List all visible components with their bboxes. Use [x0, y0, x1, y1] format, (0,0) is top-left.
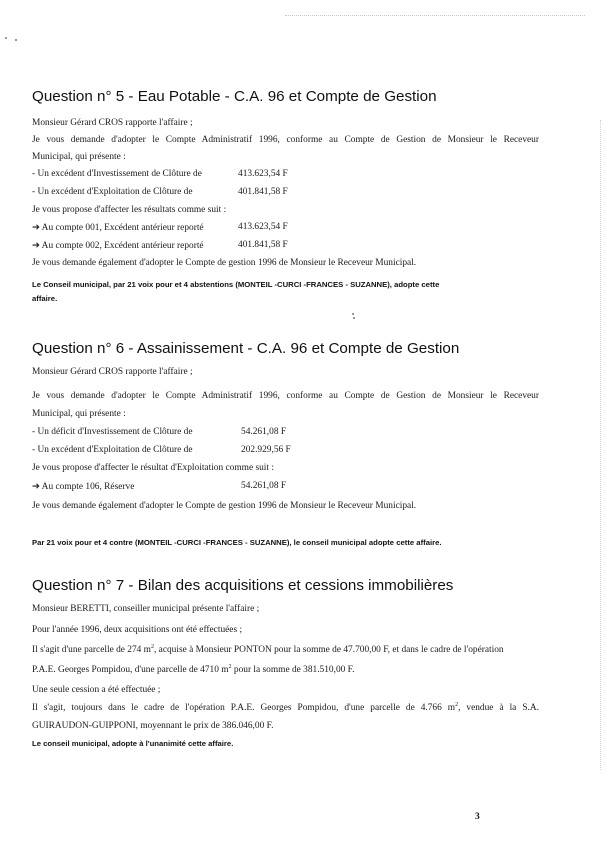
question-5-title: Question n° 5 - Eau Potable - C.A. 96 et Compte de Gestion: [32, 88, 437, 105]
scan-speck: [353, 317, 355, 319]
q6-row-label: - Un excédent d'Exploitation de Clôture de: [32, 445, 193, 455]
q6-gestion-line: Je vous demande également d'adopter le Compte de gestion 1996 de Monsieur le Receveur Municipal.: [32, 501, 417, 511]
scan-speck: [15, 39, 17, 41]
q5-decision-line1: Le Conseil municipal, par 21 voix pour et 4 abstentions (MONTEIL -CURCI -FRANCES - SUZANNE), adopte cette: [32, 280, 440, 289]
q6-request-line2: Municipal, qui présente :: [32, 409, 126, 419]
squared-superscript: 2: [150, 643, 154, 650]
q5-affect-amount: 401.841,58 F: [238, 240, 288, 250]
q6-row-amount: 202.929,56 F: [241, 445, 291, 455]
q6-decision-line1: Par 21 voix pour et 4 contre (MONTEIL -CURCI -FRANCES - SUZANNE), le conseil municipal adopte cette affaire.: [32, 538, 442, 547]
q7-year-line: Pour l'année 1996, deux acquisitions ont été effectuées ;: [32, 625, 243, 635]
q6-request-line1: Je vous demande d'adopter le Compte Administratif 1996, conforme au Compte de Gestion de Monsieur le Receveur: [32, 391, 539, 401]
squared-superscript: 2: [455, 701, 459, 708]
q6-row-label: - Un déficit d'Investissement de Clôture de: [32, 427, 193, 437]
q7-acq-line1b: , acquise à Monsieur PONTON pour la somme de 47.700,00 F, et dans le cadre de l'opération: [153, 645, 504, 655]
q7-acq-line2b: pour la somme de 381.510,00 F.: [231, 665, 355, 675]
q7-cession-line: Une seule cession a été effectuée ;: [32, 685, 161, 695]
q6-affect-label: ➔ Au compte 106, Réserve: [32, 482, 135, 492]
question-6-title: Question n° 6 - Assainissement - C.A. 96 et Compte de Gestion: [32, 340, 460, 357]
q7-cess-line1a: Il s'agit, toujours dans le cadre de l'opération P.A.E. Georges Pompidou, d'une parcelle de 4.766 m: [32, 703, 456, 713]
q7-presenter: Monsieur BERETTI, conseiller municipal présente l'affaire ;: [32, 604, 260, 614]
q6-affect-amount: 54.261,08 F: [241, 481, 287, 491]
q5-row-amount: 401.841,58 F: [238, 187, 288, 197]
q5-request-line1: Je vous demande d'adopter le Compte Administratif 1996, conforme au Compte de Gestion de Monsieur le Receveur: [32, 135, 539, 145]
page-number: 3: [475, 812, 480, 822]
q5-gestion-line: Je vous demande également d'adopter le Compte de gestion 1996 de Monsieur le Receveur Municipal.: [32, 258, 417, 268]
q7-cession-detail-line2: GUIRAUDON-GUIPPONI, moyennant le prix de 386.046,00 F.: [32, 721, 274, 731]
q5-row-label: - Un excédent d'Investissement de Clôture de: [32, 169, 202, 179]
scan-speck: [352, 313, 354, 315]
q5-request-line2: Municipal, qui présente :: [32, 152, 126, 162]
q7-acq-line1a: Il s'agit d'une parcelle de 274 m: [32, 645, 151, 655]
q6-affect-line: Je vous propose d'affecter le résultat d'Exploitation comme suit :: [32, 463, 274, 473]
q7-decision-line1: Le conseil municipal, adopte à l'unanimité cette affaire.: [32, 739, 234, 748]
scan-border-top: [285, 15, 585, 16]
q5-affect-line: Je vous propose d'affecter les résultats comme suit :: [32, 205, 227, 215]
q7-acquisition-line2: [32, 665, 354, 675]
q6-row-amount: 54.261,08 F: [241, 427, 287, 437]
scan-speck: [5, 37, 7, 39]
q5-row-amount: 413.623,54 F: [238, 169, 288, 179]
q5-affect-label: ➔ Au compte 001, Excédent antérieur reporté: [32, 223, 204, 233]
q6-rapporteur: Monsieur Gérard CROS rapporte l'affaire ;: [32, 367, 193, 377]
q7-acq-line2a: P.A.E. Georges Pompidou, d'une parcelle de 4710 m: [32, 665, 229, 675]
q7-acquisition-line1: [32, 645, 504, 655]
question-7-title: Question n° 7 - Bilan des acquisitions et cessions immobilières: [32, 577, 454, 594]
scan-border-right: [600, 120, 601, 770]
q7-cess-line1b: , vendue à la S.A.: [458, 703, 539, 713]
q5-row-label: - Un excédent d'Exploitation de Clôture de: [32, 187, 193, 197]
q7-cession-detail-line1: [32, 703, 539, 713]
q5-affect-amount: 413.623,54 F: [238, 222, 288, 232]
q5-decision-line2: affaire.: [32, 294, 58, 303]
q5-rapporteur: Monsieur Gérard CROS rapporte l'affaire ;: [32, 118, 193, 128]
q5-affect-label: ➔ Au compte 002, Excédent antérieur reporté: [32, 241, 204, 251]
squared-superscript: 2: [228, 663, 232, 670]
